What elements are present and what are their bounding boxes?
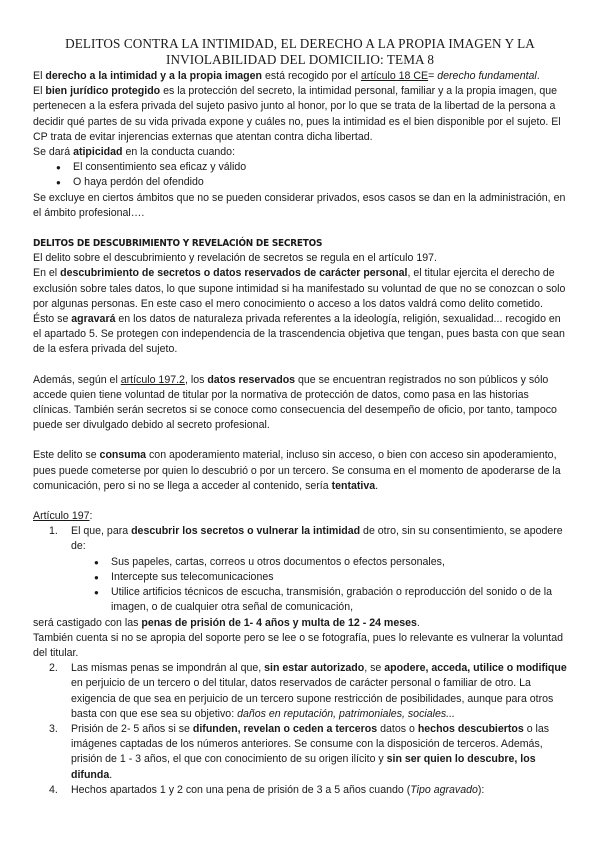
article-item-1: 1. El que, para descubrir los secretos o vulnerar la intimidad de otro, sin su consentimiento, se apodere de: ● Sus papeles, cartas, correos u otros documentos o efectos personales, ● Intercepte sus telecomunicaciones ● Utilice artificios técnicos de escucha, transmisión, grabación o reproducción del sonido o de la imagen, o de cualquier otra señal de comunicación, xyxy=(71,524,567,615)
intro-paragraph-1: El derecho a la intimidad y a la propia imagen está recogido por el artículo 18 CE= derecho fundamental. xyxy=(33,70,540,82)
article-item-1-list xyxy=(71,555,567,616)
section-paragraph-4: Este delito se consuma con apoderamiento material, incluso sin acceso, o bien con acceso sin apoderamiento, pues puede cometerse por quien lo descubrió o por un tercero. Se consuma en el momento de apoderarse de la comunicación, pero si no se llega a acceder al contenido, sería tentativa. xyxy=(33,449,561,492)
atipicidad-list xyxy=(33,160,567,190)
list-item: ● Utilice artificios técnicos de escucha, transmisión, grabación o reproducción del sonido o de la imagen, o de cualquier otra señal de comunicación, xyxy=(111,585,567,615)
penalty-paragraph: será castigado con las penas de prisión de 1- 4 años y multa de 12 - 24 meses. xyxy=(33,616,420,629)
list-item: ● Sus papeles, cartas, correos u otros documentos o efectos personales, xyxy=(111,555,567,570)
intro-paragraph-4: Se excluye en ciertos ámbitos que no se pueden considerar privados, esos casos se dan en la administración, en el ámbito profesional…. xyxy=(33,191,566,219)
intro-paragraph-2: El bien jurídico protegido es la protección del secreto, la intimidad personal, familiar y a la propia imagen, que pertenecen a la esfera privada del sujeto pasivo junto al honor, por lo que se trata de la libertad de la persona a decidir qué partes de su vida privada expone y cuáles no, pues la intimidad es el bien disponible por el sujeto. El CP trata de evitar injerencias externas que atentan contra dicha libertad. xyxy=(33,85,561,143)
article-items-list xyxy=(33,524,567,615)
section-paragraph-1: El delito sobre el descubrimiento y revelación de secretos se regula en el artículo 197. xyxy=(33,252,437,265)
article-item-2: 2. Las mismas penas se impondrán al que, sin estar autorizado, se apodere, acceda, utilice o modifique en perjuicio de un tercero o del titular, datos reservados de carácter personal o familiar de otro. La exigencia de que sea en perjuicio de un tercero supone restricción de posibilidades, aunque para otros basta con que ese sea su objetivo: daños en reputación, patrimoniales, sociales... xyxy=(49,662,567,720)
article-item-3: 3. Prisión de 2- 5 años si se difunden, revelan o ceden a terceros datos o hechos descubiertos o las imágenes captadas de los números anteriores. Se consume con la disposición de terceros. Además, prisión de 1 - 3 años, el que con conocimiento de su origen ilícito y sin ser quien lo descubre, los difunda. xyxy=(49,722,550,781)
note-paragraph: También cuenta si no se apropia del soporte pero se lee o se fotografía, pues lo relevante es vulnerar la voluntad del titular. xyxy=(33,631,564,659)
section-heading: DELITOS DE DESCUBRIMIENTO Y REVELACIÓN DE SECRETOS xyxy=(33,238,323,250)
article-18-link: artículo 18 CE xyxy=(360,70,429,82)
intro-paragraph-3: Se dará atipicidad en la conducta cuando: xyxy=(33,146,236,159)
list-item: ● Intercepte sus telecomunicaciones xyxy=(111,570,567,585)
section-paragraph-2: En el descubrimiento de secretos o datos reservados de carácter personal, el titular ejercita el derecho de exclusión sobre tales datos, lo que supone intimidad si ha manifestado su voluntad de que no se conozcan o solo por algunas personas. En este caso el mero conocimiento o acceso a los datos valdrá como delito cometido. Ésto se agravará en los datos de naturaleza privada referentes a la ideología, religión, sexualidad... recogido en el apartado 5. Se protegen con independencia de la trascendencia objetiva que tengan, pues basta con que sean de la esfera privada del sujeto. xyxy=(33,267,566,356)
article-item-4: 4. Hechos apartados 1 y 2 con una pena de prisión de 3 a 5 años cuando (Tipo agravado): xyxy=(49,783,485,796)
section-paragraph-3: Además, según el artículo 197.2, los datos reservados que se encuentran registrados no son públicos y sólo accede quien tiene voluntad de titular por la normativa de protección de datos, como pasa en las historias clínicas. También serán secretos si se conoce como consecuencia del desempeño de oficio, por tanto, tampoco puede ser divulgado debido al secreto profesional. xyxy=(33,373,557,432)
article-items-list-continued xyxy=(33,661,567,798)
document-title: DELITOS CONTRA LA INTIMIDAD, EL DERECHO A LA PROPIA IMAGEN Y LA INVIOLABILIDAD DEL DOMICILIO: TEMA 8 xyxy=(65,36,535,67)
list-item: ● El consentimiento sea eficaz y válido xyxy=(73,160,567,175)
list-item: ● O haya perdón del ofendido xyxy=(73,175,567,190)
article-heading: Artículo 197: xyxy=(33,510,93,523)
document-page xyxy=(33,36,567,798)
